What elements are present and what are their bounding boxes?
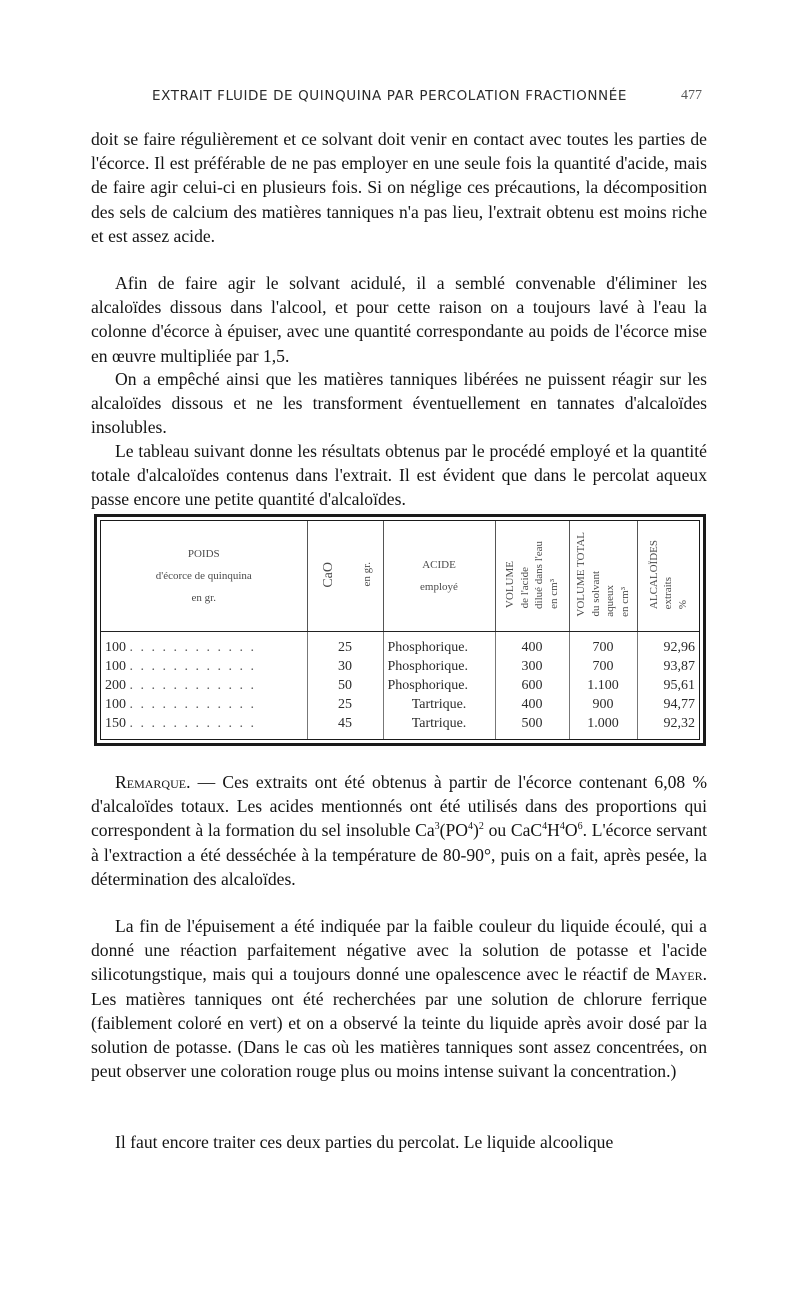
- header-volume-total: [569, 521, 637, 632]
- cell-cao: 25: [307, 632, 383, 658]
- value-poids: 100: [105, 640, 126, 655]
- page-number: 477: [681, 88, 702, 103]
- remarque-text-5: H: [547, 820, 560, 841]
- value-poids: 150: [105, 716, 126, 731]
- header-volume-acide-line4: en cm³: [548, 578, 561, 609]
- cell-poids: [101, 676, 307, 695]
- paragraph-1: doit se faire régulièrement et ce solvant doit venir en contact avec toutes les parties de l'écorce. Il est préférable de ne pas employer en une seule fois la quantité d'acide, mais de faire agir celui-ci en plusieurs fois. Si on néglige ces précautions, la décomposition des sels de calcium des matières tanniques n'a pas lieu, l'extrait obtenu est moins riche et est assez acide.: [91, 129, 707, 246]
- cell-cao: 25: [307, 695, 383, 714]
- results-table: [101, 521, 699, 739]
- superscript: 4: [542, 821, 548, 833]
- table-filler-row: [101, 733, 699, 739]
- paragraph-4: Le tableau suivant donne les résultats obtenus par le procédé employé et la quantité totale d'alcaloïdes contenus dans l'extrait. Il est évident que dans le percolat aqueux passe encore une petite quantité d'alcaloïdes.: [91, 441, 707, 510]
- leader-dots: . . . . . . . . . . . .: [129, 716, 256, 731]
- table-row: [101, 657, 699, 676]
- table-row: [101, 695, 699, 714]
- header-acide-line2: employé: [420, 581, 458, 593]
- header-poids: [101, 521, 307, 632]
- header-volume-total-line4: en cm³: [619, 586, 632, 617]
- table-row: [101, 632, 699, 658]
- paragraph-2: Afin de faire agir le solvant acidulé, il a semblé convenable d'éliminer les alcaloïdes dissous dans l'alcool, et pour cette raison on a toujours lavé à l'eau la colonne d'écorce à épuiser, avec une quantité correspondante au poids de l'écorce mise en œuvre multipliée par 1,5.: [91, 273, 707, 366]
- cell-volume-acide: 500: [495, 714, 569, 733]
- table-header-row: [101, 521, 699, 632]
- header-volume-total-line2: du solvant: [589, 571, 602, 617]
- header-cao-line1: CaO: [321, 561, 337, 588]
- table-row: [101, 714, 699, 733]
- cell-volume-acide: 400: [495, 695, 569, 714]
- cell-alcaloides: 92,32: [663, 716, 695, 731]
- paragraph-6-text-2: . Les matières tanniques ont été recherchées par une solution de chlorure ferrique (faiblement coloré en vert) et on a observé la teinte du liquide après avoir dosé par la solution de potasse. (Dans le cas où les matières tanniques sont assez concentrées, on peut observer une coloration rouge plus ou moins intense suivant la concentration.): [91, 964, 707, 1082]
- header-volume-acide-line3: dilué dans l'eau: [533, 540, 546, 609]
- cell-cao: 45: [307, 714, 383, 733]
- cell-volume-total: 700: [569, 657, 637, 676]
- superscript: 6: [577, 821, 583, 833]
- paragraph-6: [91, 914, 707, 1083]
- header-volume-total-line3: aqueux: [604, 585, 617, 617]
- header-acide: [383, 521, 495, 632]
- superscript: 4: [468, 821, 474, 833]
- leader-dots: . . . . . . . . . . . .: [129, 640, 256, 655]
- header-alcaloides-line3: %: [677, 599, 689, 610]
- leader-dots: . . . . . . . . . . . .: [129, 659, 256, 674]
- remarque-paragraph: [91, 770, 707, 891]
- header-alcaloides-line1: ALCALOÏDES: [647, 539, 660, 610]
- header-poids-line1: POIDS: [187, 548, 220, 560]
- cell-volume-acide: 600: [495, 676, 569, 695]
- remarque-text-3: ): [473, 820, 479, 841]
- header-alcaloides: [637, 521, 699, 632]
- cell-poids: [101, 657, 307, 676]
- cell-acide: Phosphorique.: [383, 632, 495, 658]
- cell-alcaloides: 95,61: [663, 678, 695, 693]
- cell-cao: 50: [307, 676, 383, 695]
- value-poids: 100: [105, 697, 126, 712]
- cell-volume-total: 900: [569, 695, 637, 714]
- cell-volume-acide: 400: [495, 632, 569, 658]
- remarque-text-2: (PO: [439, 820, 469, 841]
- cell-acide: Tartrique.: [383, 714, 495, 733]
- running-title: EXTRAIT FLUIDE DE QUINQUINA PAR PERCOLATION FRACTIONNÉE: [152, 88, 627, 104]
- paragraph-7: Il faut encore traiter ces deux parties du percolat. Le liquide alcoolique: [115, 1132, 614, 1152]
- header-volume-total-line1: VOLUME TOTAL: [574, 532, 587, 617]
- header-poids-line2: d'écorce de quinquina: [155, 570, 252, 582]
- superscript: 4: [559, 821, 565, 833]
- header-acide-line1: ACIDE: [422, 559, 456, 571]
- running-header: [0, 88, 800, 110]
- results-table-frame: [94, 514, 706, 746]
- remarque-text-7: . L'écorce servant à l'extraction a été desséchée à la température de 80-90°, puis on a fait, après pesée, la détermination des alcaloïdes.: [91, 820, 708, 889]
- header-cao: [307, 521, 351, 632]
- remarque-dash: —: [190, 772, 223, 792]
- cell-volume-total: 1.000: [569, 714, 637, 733]
- remarque-text-1: Ces extraits ont été obtenus à partir de l'écorce contenant 6,08 % d'alcaloïdes totaux. Les acides mentionnés ont été utilisés dans des proportions qui correspondent à la formation du sel insoluble Ca: [91, 772, 708, 841]
- paragraph-3: On a empêché ainsi que les matières tanniques libérées ne puissent réagir sur les alcaloïdes dissous et ne les transforment éventuellement en tannates d'alcaloïdes insolubles.: [91, 369, 707, 438]
- cell-acide: Phosphorique.: [383, 676, 495, 695]
- superscript: 3: [434, 821, 440, 833]
- cell-poids: [101, 714, 307, 733]
- header-volume-acide-line1: VOLUME: [503, 561, 516, 609]
- remarque-label: Remarque.: [115, 772, 191, 792]
- remarque-text-6: O: [564, 820, 578, 841]
- remarque-text-4: ou CaC: [483, 820, 543, 841]
- cell-volume-acide: 300: [495, 657, 569, 676]
- cell-alcaloides: 94,77: [663, 697, 695, 712]
- cell-acide: Phosphorique.: [383, 657, 495, 676]
- leader-dots: . . . . . . . . . . . .: [129, 697, 256, 712]
- cell-poids: [101, 632, 307, 658]
- header-cao-unit: [351, 521, 383, 632]
- header-volume-acide: [495, 521, 569, 632]
- table-row: [101, 676, 699, 695]
- cell-alcaloides: 93,87: [663, 659, 695, 674]
- cell-alcaloides: 92,96: [663, 640, 695, 655]
- cell-cao: 30: [307, 657, 383, 676]
- header-volume-acide-line2: de l'acide: [518, 567, 531, 609]
- cell-poids: [101, 695, 307, 714]
- superscript: 2: [478, 821, 484, 833]
- value-poids: 100: [105, 659, 126, 674]
- author-name: Mayer: [655, 964, 703, 985]
- header-alcaloides-line2: extraits: [662, 576, 675, 610]
- cell-volume-total: 700: [569, 632, 637, 658]
- cell-volume-total: 1.100: [569, 676, 637, 695]
- header-poids-line3: en gr.: [191, 592, 216, 604]
- leader-dots: . . . . . . . . . . . .: [129, 678, 256, 693]
- header-cao-line2: en gr.: [360, 562, 373, 587]
- value-poids: 200: [105, 678, 126, 693]
- paragraph-6-text-1: La fin de l'épuisement a été indiquée par la faible couleur du liquide écoulé, qui a donné une réaction parfaitement négative avec la solution de potasse et l'acide silicotungstique, mais qui a toujours donné une opalescence avec le réactif de: [91, 916, 707, 985]
- cell-acide: Tartrique.: [383, 695, 495, 714]
